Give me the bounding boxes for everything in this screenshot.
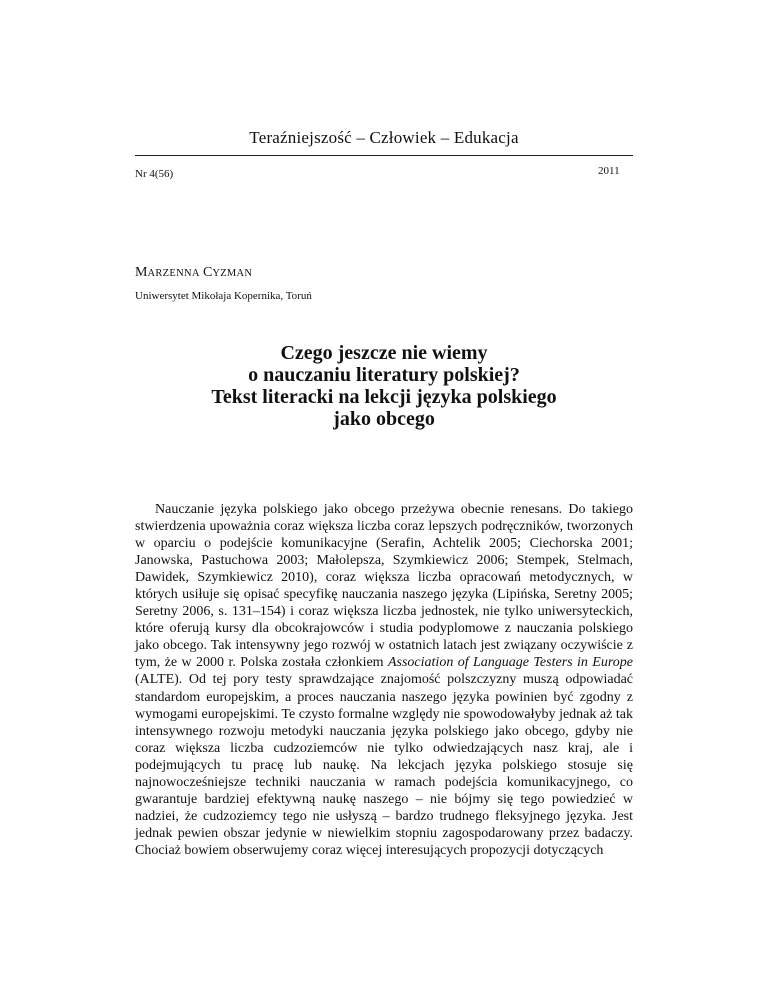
body-text-part: (ALTE). Od tej pory testy sprawdzające znajomość polszczyzny muszą odpowiadać standardom europejskim, a proces nauczania naszego języka powinien być zgodny z wymogami europejskimi. Te czysto formalne względy nie spowodowałyby jednak aż tak intensywnego rozwoju metodyki nauczania języka polskiego jako obcego, gdyby nie coraz większa liczba cudzoziemców nie tylko odwiedzających nasz kraj, ale i podejmujących tu pracę lub naukę. Na lekcjach języka polskiego stosuje się najnowocześniejsze techniki nauczania w ramach podejścia komunikacyjnego, co gwarantuje bardziej efektywną naukę naszego – nie bójmy się tego powiedzieć w nadziei, że cudzoziemcy tego nie usłyszą – bardzo trudnego fleksyjnego języka. Jest jednak pewien obszar jedynie w niewielkim stopniu zagospodarowany przez badaczy. Chociaż bowiem obserwujemy coraz więcej interesujących propozycji dotyczących (135, 672, 633, 858)
author-name (135, 264, 252, 282)
issue-year: 2011 (598, 165, 620, 177)
article-title-line: Tekst literacki na lekcji języka polskiego (211, 386, 557, 408)
author-surname-initial: C (202, 265, 213, 280)
journal-title: Teraźniejszość – Człowiek – Edukacja (249, 128, 519, 147)
author-surname-rest: YZMAN (212, 268, 253, 279)
author-affiliation: Uniwersytet Mikołaja Kopernika, Toruń (135, 290, 312, 302)
body-text-italic: Association of Language Testers in Europe (387, 655, 633, 671)
body-text-part: Nauczanie języka polskiego jako obcego przeżywa obecnie renesans. Do takiego stwierdzenia upoważnia coraz większa liczba coraz lepszych podręczników, tworzonych w oparciu o podejście komunikacyjne (Serafin, Achtelik 2005; Ciechorska 2001; Janowska, Pastuchowa 2003; Małolepsza, Szymkiewicz 2006; Stempek, Stelmach, Dawidek, Szymkiewicz 2010), coraz większa liczba opracowań metodycznych, w których usiłuje się opisać specyfikę nauczania naszego języka (Lipińska, Seretny 2005; Seretny 2006, s. 131–154) i coraz większa liczba jednostek, nie tylko uniwersyteckich, które oferują kursy dla obcokrajowców i studia podyplomowe z nauczania polskiego jako obcego. Tak intensywny jego rozwój w ostatnich latach jest związany oczywiście z tym, że w 2000 r. Polska została członkiem (135, 502, 633, 671)
article-title-line: jako obcego (333, 408, 435, 430)
author-name-rest: ARZENNA (147, 268, 200, 279)
issue-number: Nr 4(56) (135, 168, 174, 180)
body-paragraph (135, 501, 633, 859)
author-name-initial: M (135, 265, 148, 280)
header-divider (135, 155, 633, 156)
article-title-line: o nauczaniu literatury polskiej? (248, 364, 520, 386)
article-title-line: Czego jeszcze nie wiemy (280, 342, 488, 364)
article-title (135, 342, 633, 430)
